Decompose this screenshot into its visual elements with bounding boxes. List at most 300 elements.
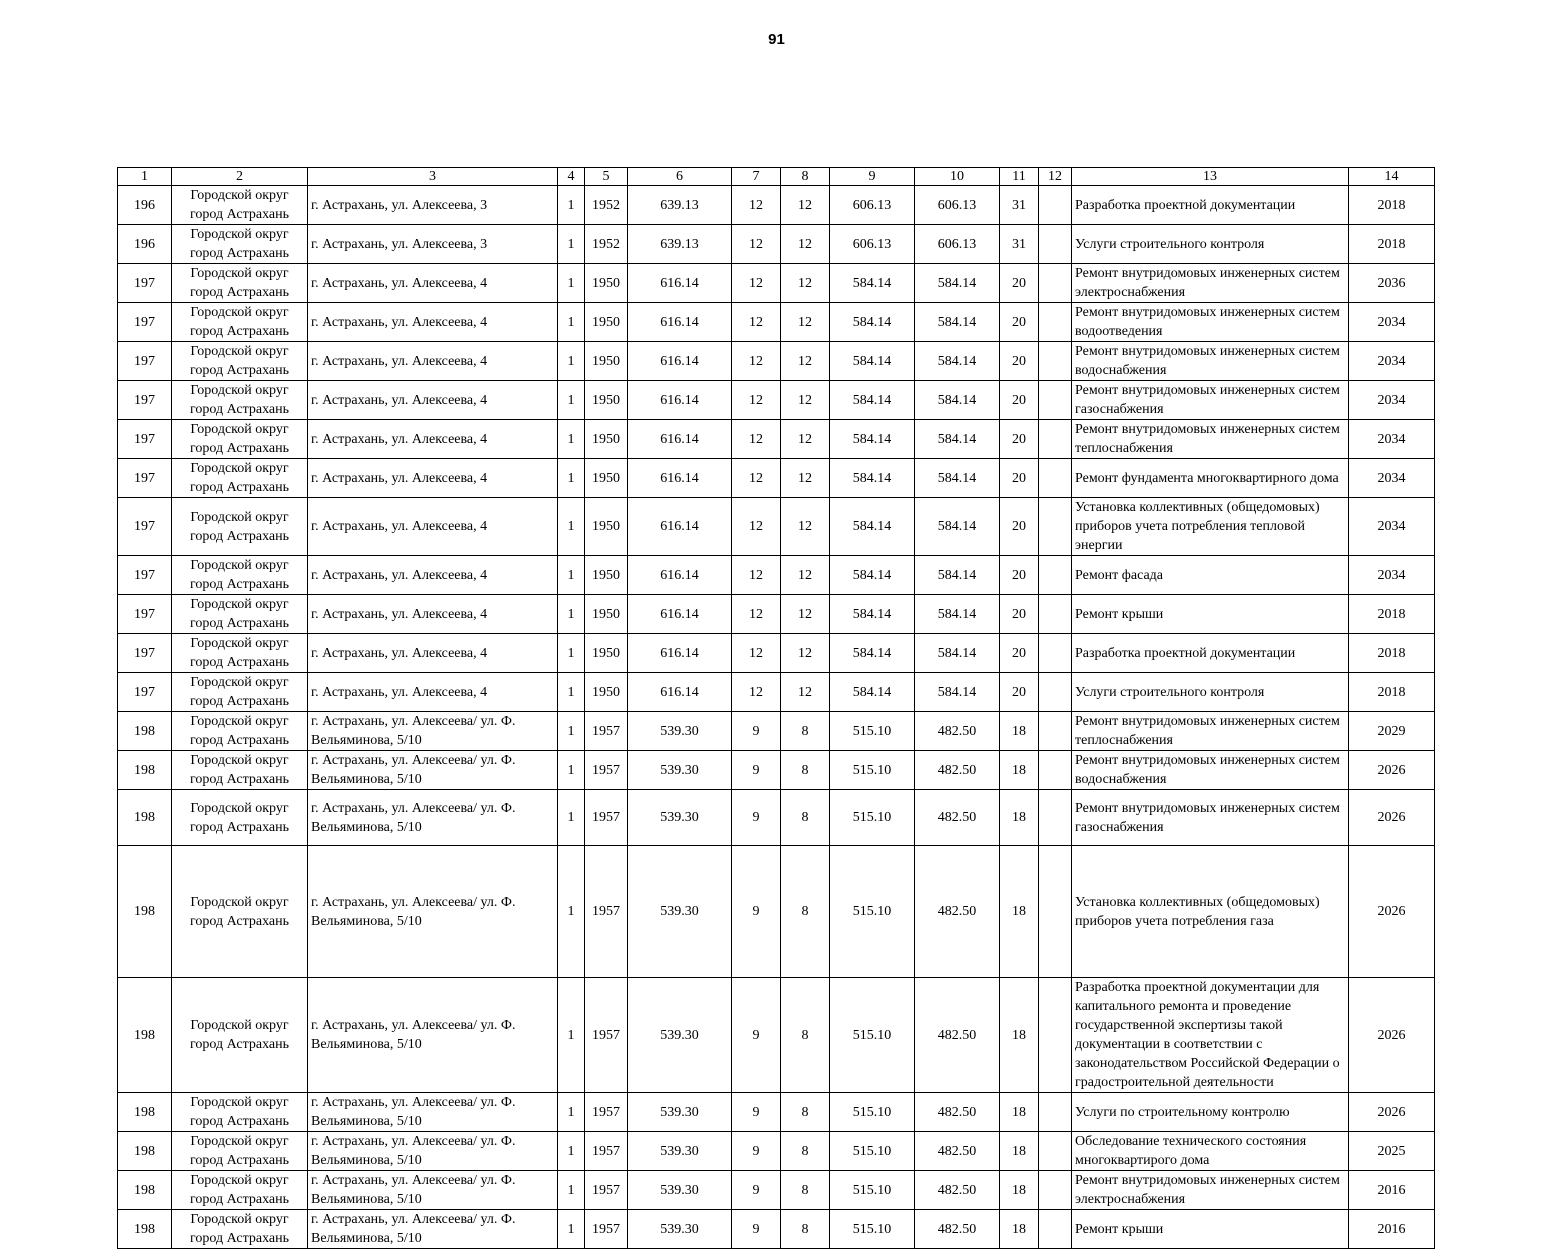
- cell-year-planned: 2034: [1349, 420, 1435, 459]
- table-row: [118, 459, 1435, 498]
- cell-year: 1950: [585, 556, 628, 595]
- cell-col-11: 18: [1000, 751, 1039, 790]
- cell-col-4: 1: [558, 1210, 585, 1249]
- cell-year: 1950: [585, 673, 628, 712]
- cell-address: г. Астрахань, ул. Алексеева, 4: [308, 264, 558, 303]
- cell-address: г. Астрахань, ул. Алексеева/ ул. Ф. Вельяминова, 5/10: [308, 790, 558, 846]
- cell-row-number: 198: [118, 1093, 172, 1132]
- cell-address: г. Астрахань, ул. Алексеева, 4: [308, 420, 558, 459]
- table-row: [118, 712, 1435, 751]
- cell-col-8: 12: [781, 459, 830, 498]
- cell-col-12: [1039, 846, 1072, 978]
- cell-year-planned: 2036: [1349, 264, 1435, 303]
- cell-col-4: 1: [558, 420, 585, 459]
- cell-work-type: Ремонт внутридомовых инженерных систем газоснабжения: [1072, 790, 1349, 846]
- cell-work-type: Установка коллективных (общедомовых) приборов учета потребления тепловой энергии: [1072, 498, 1349, 556]
- cell-col-11: 18: [1000, 1132, 1039, 1171]
- cell-year-planned: 2016: [1349, 1171, 1435, 1210]
- cell-municipality: Городской округ город Астрахань: [172, 342, 308, 381]
- cell-col-11: 20: [1000, 264, 1039, 303]
- cell-col-8: 8: [781, 1210, 830, 1249]
- cell-col-8: 12: [781, 498, 830, 556]
- cell-col-7: 12: [732, 498, 781, 556]
- cell-col-12: [1039, 1210, 1072, 1249]
- cell-year-planned: 2034: [1349, 556, 1435, 595]
- cell-col-4: 1: [558, 303, 585, 342]
- cell-col-10: 584.14: [915, 595, 1000, 634]
- cell-work-type: Разработка проектной документации: [1072, 186, 1349, 225]
- cell-address: г. Астрахань, ул. Алексеева/ ул. Ф. Вельяминова, 5/10: [308, 846, 558, 978]
- column-header: 6: [628, 168, 732, 186]
- cell-work-type: Разработка проектной документации для капитального ремонта и проведение государственной экспертизы такой документации в соответствии с законодательством Российской Федерации о градостроительной деятельности: [1072, 978, 1349, 1093]
- cell-work-type: Ремонт внутридомовых инженерных систем водоснабжения: [1072, 342, 1349, 381]
- cell-row-number: 197: [118, 381, 172, 420]
- table-row: [118, 595, 1435, 634]
- cell-col-7: 12: [732, 459, 781, 498]
- cell-municipality: Городской округ город Астрахань: [172, 1093, 308, 1132]
- cell-col-8: 12: [781, 420, 830, 459]
- cell-year-planned: 2026: [1349, 1093, 1435, 1132]
- cell-col-8: 12: [781, 556, 830, 595]
- cell-col-8: 8: [781, 1093, 830, 1132]
- cell-col-12: [1039, 459, 1072, 498]
- table-row: [118, 1132, 1435, 1171]
- cell-col-11: 18: [1000, 846, 1039, 978]
- cell-col-6: 616.14: [628, 673, 732, 712]
- cell-municipality: Городской округ город Астрахань: [172, 1132, 308, 1171]
- cell-work-type: Ремонт внутридомовых инженерных систем водоснабжения: [1072, 751, 1349, 790]
- cell-year-planned: 2026: [1349, 846, 1435, 978]
- cell-year: 1957: [585, 790, 628, 846]
- cell-col-9: 515.10: [830, 978, 915, 1093]
- cell-col-6: 616.14: [628, 420, 732, 459]
- cell-col-4: 1: [558, 673, 585, 712]
- cell-year: 1950: [585, 498, 628, 556]
- cell-work-type: Ремонт фундамента многоквартирного дома: [1072, 459, 1349, 498]
- cell-col-6: 616.14: [628, 342, 732, 381]
- cell-year-planned: 2034: [1349, 498, 1435, 556]
- cell-col-10: 482.50: [915, 1210, 1000, 1249]
- cell-col-9: 515.10: [830, 1171, 915, 1210]
- cell-col-9: 606.13: [830, 225, 915, 264]
- cell-year-planned: 2025: [1349, 1132, 1435, 1171]
- cell-row-number: 196: [118, 186, 172, 225]
- cell-col-10: 584.14: [915, 634, 1000, 673]
- cell-col-7: 9: [732, 1132, 781, 1171]
- cell-col-4: 1: [558, 790, 585, 846]
- cell-year-planned: 2026: [1349, 751, 1435, 790]
- cell-col-10: 482.50: [915, 1171, 1000, 1210]
- cell-col-9: 515.10: [830, 1093, 915, 1132]
- cell-col-12: [1039, 634, 1072, 673]
- cell-col-7: 12: [732, 673, 781, 712]
- cell-col-7: 9: [732, 1210, 781, 1249]
- cell-year-planned: 2016: [1349, 1210, 1435, 1249]
- cell-col-12: [1039, 381, 1072, 420]
- cell-work-type: Ремонт крыши: [1072, 1210, 1349, 1249]
- cell-col-7: 9: [732, 790, 781, 846]
- cell-col-4: 1: [558, 264, 585, 303]
- cell-municipality: Городской округ город Астрахань: [172, 673, 308, 712]
- cell-col-7: 9: [732, 712, 781, 751]
- table-row: [118, 1093, 1435, 1132]
- cell-municipality: Городской округ город Астрахань: [172, 634, 308, 673]
- cell-col-12: [1039, 225, 1072, 264]
- cell-col-11: 18: [1000, 1171, 1039, 1210]
- cell-col-9: 515.10: [830, 1132, 915, 1171]
- cell-work-type: Обследование технического состояния многоквартирого дома: [1072, 1132, 1349, 1171]
- cell-col-4: 1: [558, 634, 585, 673]
- cell-year-planned: 2018: [1349, 673, 1435, 712]
- cell-year-planned: 2018: [1349, 225, 1435, 264]
- cell-col-6: 616.14: [628, 264, 732, 303]
- cell-col-12: [1039, 673, 1072, 712]
- cell-col-4: 1: [558, 712, 585, 751]
- table-row: [118, 498, 1435, 556]
- cell-col-11: 31: [1000, 225, 1039, 264]
- cell-col-9: 584.14: [830, 556, 915, 595]
- cell-col-10: 482.50: [915, 751, 1000, 790]
- cell-col-6: 616.14: [628, 303, 732, 342]
- cell-col-10: 606.13: [915, 225, 1000, 264]
- cell-work-type: Услуги по строительному контролю: [1072, 1093, 1349, 1132]
- table-row: [118, 1171, 1435, 1210]
- cell-col-9: 584.14: [830, 264, 915, 303]
- cell-col-4: 1: [558, 978, 585, 1093]
- cell-row-number: 197: [118, 634, 172, 673]
- cell-row-number: 196: [118, 225, 172, 264]
- column-header: 3: [308, 168, 558, 186]
- cell-col-12: [1039, 595, 1072, 634]
- cell-row-number: 197: [118, 673, 172, 712]
- cell-col-8: 12: [781, 186, 830, 225]
- cell-col-7: 12: [732, 556, 781, 595]
- cell-year-planned: 2018: [1349, 186, 1435, 225]
- cell-col-12: [1039, 556, 1072, 595]
- cell-col-10: 482.50: [915, 846, 1000, 978]
- cell-col-12: [1039, 1171, 1072, 1210]
- cell-col-10: 584.14: [915, 420, 1000, 459]
- cell-col-10: 482.50: [915, 1132, 1000, 1171]
- cell-col-11: 31: [1000, 186, 1039, 225]
- cell-municipality: Городской округ город Астрахань: [172, 459, 308, 498]
- cell-col-12: [1039, 1132, 1072, 1171]
- cell-year: 1957: [585, 1132, 628, 1171]
- cell-col-11: 20: [1000, 342, 1039, 381]
- cell-row-number: 197: [118, 498, 172, 556]
- cell-col-11: 18: [1000, 978, 1039, 1093]
- table-row: [118, 225, 1435, 264]
- cell-year: 1957: [585, 846, 628, 978]
- cell-col-9: 515.10: [830, 1210, 915, 1249]
- cell-municipality: Городской округ город Астрахань: [172, 790, 308, 846]
- cell-year-planned: 2034: [1349, 459, 1435, 498]
- cell-col-6: 616.14: [628, 381, 732, 420]
- cell-municipality: Городской округ город Астрахань: [172, 420, 308, 459]
- cell-col-6: 539.30: [628, 712, 732, 751]
- cell-col-12: [1039, 264, 1072, 303]
- cell-col-9: 584.14: [830, 381, 915, 420]
- cell-municipality: Городской округ город Астрахань: [172, 264, 308, 303]
- cell-municipality: Городской округ город Астрахань: [172, 846, 308, 978]
- cell-col-7: 9: [732, 751, 781, 790]
- cell-row-number: 198: [118, 1210, 172, 1249]
- cell-col-7: 9: [732, 1171, 781, 1210]
- cell-row-number: 197: [118, 420, 172, 459]
- cell-col-11: 20: [1000, 498, 1039, 556]
- table-row: [118, 420, 1435, 459]
- cell-col-6: 639.13: [628, 225, 732, 264]
- cell-col-6: 539.30: [628, 1171, 732, 1210]
- cell-col-9: 584.14: [830, 498, 915, 556]
- cell-address: г. Астрахань, ул. Алексеева/ ул. Ф. Вельяминова, 5/10: [308, 1093, 558, 1132]
- cell-work-type: Ремонт фасада: [1072, 556, 1349, 595]
- cell-year: 1957: [585, 1210, 628, 1249]
- cell-year: 1957: [585, 712, 628, 751]
- page-number: 91: [768, 31, 785, 48]
- cell-row-number: 198: [118, 846, 172, 978]
- column-header: 1: [118, 168, 172, 186]
- cell-work-type: Услуги строительного контроля: [1072, 673, 1349, 712]
- cell-col-4: 1: [558, 186, 585, 225]
- cell-col-8: 12: [781, 342, 830, 381]
- table-row: [118, 1210, 1435, 1249]
- table-row: [118, 790, 1435, 846]
- cell-col-6: 616.14: [628, 498, 732, 556]
- cell-col-8: 12: [781, 303, 830, 342]
- cell-municipality: Городской округ город Астрахань: [172, 303, 308, 342]
- cell-col-8: 12: [781, 673, 830, 712]
- cell-year-planned: 2029: [1349, 712, 1435, 751]
- cell-col-6: 539.30: [628, 1093, 732, 1132]
- column-header: 10: [915, 168, 1000, 186]
- cell-year: 1957: [585, 751, 628, 790]
- cell-row-number: 197: [118, 303, 172, 342]
- cell-col-11: 20: [1000, 459, 1039, 498]
- cell-col-7: 12: [732, 186, 781, 225]
- cell-work-type: Ремонт внутридомовых инженерных систем теплоснабжения: [1072, 420, 1349, 459]
- cell-col-9: 515.10: [830, 712, 915, 751]
- cell-municipality: Городской округ город Астрахань: [172, 712, 308, 751]
- cell-row-number: 197: [118, 459, 172, 498]
- cell-col-6: 616.14: [628, 595, 732, 634]
- cell-col-4: 1: [558, 225, 585, 264]
- cell-col-7: 12: [732, 225, 781, 264]
- cell-col-9: 515.10: [830, 790, 915, 846]
- cell-col-11: 20: [1000, 673, 1039, 712]
- cell-col-12: [1039, 498, 1072, 556]
- cell-year: 1957: [585, 1171, 628, 1210]
- cell-work-type: Установка коллективных (общедомовых) приборов учета потребления газа: [1072, 846, 1349, 978]
- cell-col-4: 1: [558, 751, 585, 790]
- cell-col-4: 1: [558, 498, 585, 556]
- cell-col-9: 584.14: [830, 342, 915, 381]
- cell-municipality: Городской округ город Астрахань: [172, 498, 308, 556]
- cell-col-10: 482.50: [915, 1093, 1000, 1132]
- cell-col-9: 606.13: [830, 186, 915, 225]
- cell-col-12: [1039, 712, 1072, 751]
- table-row: [118, 634, 1435, 673]
- cell-year: 1957: [585, 1093, 628, 1132]
- table-row: [118, 381, 1435, 420]
- cell-col-12: [1039, 186, 1072, 225]
- cell-row-number: 198: [118, 790, 172, 846]
- cell-col-11: 20: [1000, 381, 1039, 420]
- cell-col-11: 18: [1000, 790, 1039, 846]
- cell-col-8: 12: [781, 264, 830, 303]
- cell-year: 1950: [585, 420, 628, 459]
- column-header: 11: [1000, 168, 1039, 186]
- cell-year: 1952: [585, 225, 628, 264]
- cell-work-type: Ремонт внутридомовых инженерных систем электроснабжения: [1072, 1171, 1349, 1210]
- cell-address: г. Астрахань, ул. Алексеева/ ул. Ф. Вельяминова, 5/10: [308, 1132, 558, 1171]
- table-body: [118, 186, 1435, 1249]
- cell-col-7: 12: [732, 634, 781, 673]
- cell-col-6: 539.30: [628, 846, 732, 978]
- cell-col-12: [1039, 1093, 1072, 1132]
- cell-col-10: 606.13: [915, 186, 1000, 225]
- cell-col-7: 12: [732, 303, 781, 342]
- cell-col-4: 1: [558, 342, 585, 381]
- cell-work-type: Ремонт внутридомовых инженерных систем водоотведения: [1072, 303, 1349, 342]
- cell-year-planned: 2026: [1349, 978, 1435, 1093]
- cell-year-planned: 2034: [1349, 381, 1435, 420]
- cell-col-9: 584.14: [830, 459, 915, 498]
- cell-address: г. Астрахань, ул. Алексеева, 4: [308, 595, 558, 634]
- cell-col-4: 1: [558, 459, 585, 498]
- cell-row-number: 198: [118, 1132, 172, 1171]
- table-row: [118, 186, 1435, 225]
- cell-col-10: 584.14: [915, 556, 1000, 595]
- cell-year: 1950: [585, 634, 628, 673]
- cell-address: г. Астрахань, ул. Алексеева, 4: [308, 673, 558, 712]
- cell-address: г. Астрахань, ул. Алексеева, 4: [308, 634, 558, 673]
- cell-col-6: 616.14: [628, 556, 732, 595]
- cell-col-10: 584.14: [915, 381, 1000, 420]
- cell-year: 1950: [585, 303, 628, 342]
- cell-col-7: 12: [732, 595, 781, 634]
- cell-col-10: 482.50: [915, 712, 1000, 751]
- cell-work-type: Ремонт внутридомовых инженерных систем теплоснабжения: [1072, 712, 1349, 751]
- cell-col-8: 8: [781, 1171, 830, 1210]
- cell-col-9: 515.10: [830, 751, 915, 790]
- cell-col-10: 482.50: [915, 978, 1000, 1093]
- cell-col-8: 12: [781, 595, 830, 634]
- cell-col-7: 9: [732, 846, 781, 978]
- header-row: [118, 168, 1435, 186]
- cell-address: г. Астрахань, ул. Алексеева, 4: [308, 342, 558, 381]
- column-header: 14: [1349, 168, 1435, 186]
- cell-work-type: Ремонт внутридомовых инженерных систем газоснабжения: [1072, 381, 1349, 420]
- cell-address: г. Астрахань, ул. Алексеева/ ул. Ф. Вельяминова, 5/10: [308, 712, 558, 751]
- cell-col-7: 12: [732, 381, 781, 420]
- cell-address: г. Астрахань, ул. Алексеева, 4: [308, 498, 558, 556]
- table-row: [118, 556, 1435, 595]
- cell-col-7: 12: [732, 264, 781, 303]
- cell-col-6: 539.30: [628, 1132, 732, 1171]
- cell-municipality: Городской округ город Астрахань: [172, 1210, 308, 1249]
- cell-col-11: 20: [1000, 595, 1039, 634]
- cell-col-9: 584.14: [830, 303, 915, 342]
- cell-col-8: 8: [781, 751, 830, 790]
- cell-col-7: 12: [732, 342, 781, 381]
- cell-municipality: Городской округ город Астрахань: [172, 381, 308, 420]
- cell-col-6: 616.14: [628, 634, 732, 673]
- cell-row-number: 197: [118, 595, 172, 634]
- cell-year-planned: 2026: [1349, 790, 1435, 846]
- column-header: 9: [830, 168, 915, 186]
- column-header: 5: [585, 168, 628, 186]
- cell-year: 1950: [585, 595, 628, 634]
- cell-address: г. Астрахань, ул. Алексеева, 3: [308, 225, 558, 264]
- cell-col-10: 482.50: [915, 790, 1000, 846]
- cell-col-9: 584.14: [830, 634, 915, 673]
- cell-address: г. Астрахань, ул. Алексеева, 4: [308, 303, 558, 342]
- cell-col-11: 20: [1000, 303, 1039, 342]
- cell-year-planned: 2018: [1349, 595, 1435, 634]
- cell-col-10: 584.14: [915, 498, 1000, 556]
- cell-col-10: 584.14: [915, 303, 1000, 342]
- cell-col-11: 20: [1000, 556, 1039, 595]
- cell-municipality: Городской округ город Астрахань: [172, 978, 308, 1093]
- cell-address: г. Астрахань, ул. Алексеева/ ул. Ф. Вельяминова, 5/10: [308, 751, 558, 790]
- cell-work-type: Ремонт внутридомовых инженерных систем электроснабжения: [1072, 264, 1349, 303]
- cell-col-8: 12: [781, 381, 830, 420]
- cell-col-10: 584.14: [915, 264, 1000, 303]
- cell-col-4: 1: [558, 595, 585, 634]
- cell-col-8: 8: [781, 790, 830, 846]
- table-row: [118, 846, 1435, 978]
- cell-row-number: 198: [118, 1171, 172, 1210]
- column-header: 8: [781, 168, 830, 186]
- cell-municipality: Городской округ город Астрахань: [172, 1171, 308, 1210]
- table-row: [118, 751, 1435, 790]
- cell-col-4: 1: [558, 1132, 585, 1171]
- cell-col-9: 584.14: [830, 595, 915, 634]
- table-row: [118, 978, 1435, 1093]
- cell-col-12: [1039, 790, 1072, 846]
- column-header: 13: [1072, 168, 1349, 186]
- table-row: [118, 673, 1435, 712]
- cell-col-6: 539.30: [628, 751, 732, 790]
- cell-work-type: Разработка проектной документации: [1072, 634, 1349, 673]
- cell-municipality: Городской округ город Астрахань: [172, 595, 308, 634]
- cell-year: 1957: [585, 978, 628, 1093]
- cell-municipality: Городской округ город Астрахань: [172, 186, 308, 225]
- cell-col-4: 1: [558, 381, 585, 420]
- cell-row-number: 197: [118, 342, 172, 381]
- cell-row-number: 198: [118, 751, 172, 790]
- cell-col-4: 1: [558, 1171, 585, 1210]
- cell-year-planned: 2034: [1349, 342, 1435, 381]
- cell-col-12: [1039, 342, 1072, 381]
- cell-row-number: 198: [118, 712, 172, 751]
- cell-col-6: 616.14: [628, 459, 732, 498]
- cell-col-11: 18: [1000, 712, 1039, 751]
- cell-col-8: 8: [781, 712, 830, 751]
- cell-col-7: 9: [732, 1093, 781, 1132]
- cell-year: 1950: [585, 264, 628, 303]
- cell-row-number: 198: [118, 978, 172, 1093]
- cell-col-10: 584.14: [915, 459, 1000, 498]
- cell-col-12: [1039, 978, 1072, 1093]
- cell-col-12: [1039, 420, 1072, 459]
- cell-row-number: 197: [118, 556, 172, 595]
- cell-address: г. Астрахань, ул. Алексеева/ ул. Ф. Вельяминова, 5/10: [308, 1171, 558, 1210]
- cell-address: г. Астрахань, ул. Алексеева/ ул. Ф. Вельяминова, 5/10: [308, 1210, 558, 1249]
- cell-col-8: 8: [781, 1132, 830, 1171]
- cell-col-11: 20: [1000, 420, 1039, 459]
